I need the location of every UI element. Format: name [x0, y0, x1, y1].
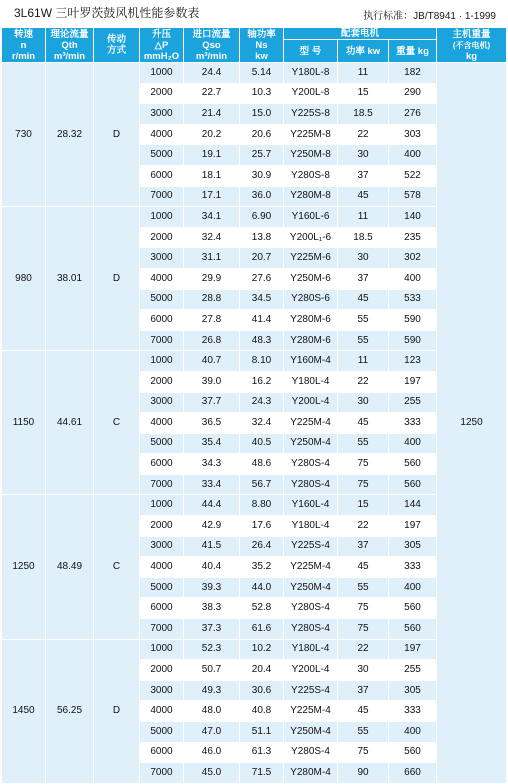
- motor-model-cell: Y280S-4: [284, 742, 338, 763]
- motor-weight-cell: 522: [389, 165, 437, 186]
- motor-model-cell: Y200L-4: [284, 660, 338, 681]
- motor-weight-cell: 560: [389, 454, 437, 475]
- inlet-flow-cell: 32.4: [184, 227, 240, 248]
- motor-model-cell: Y225M-6: [284, 248, 338, 269]
- motor-model-cell: Y225M-4: [284, 557, 338, 578]
- motor-power-cell: 45: [338, 289, 389, 310]
- drive-mode-cell: D: [94, 63, 140, 207]
- pressure-cell: 4000: [140, 268, 184, 289]
- pressure-cell: 4000: [140, 124, 184, 145]
- standard-reference: 执行标准：JB/T8941 · 1-1999: [363, 11, 496, 22]
- motor-model-cell: Y160L-4: [284, 495, 338, 516]
- motor-model-cell: Y200L₁-6: [284, 227, 338, 248]
- pressure-cell: 3000: [140, 680, 184, 701]
- motor-weight-cell: 400: [389, 268, 437, 289]
- shaft-power-cell: 20.6: [240, 124, 284, 145]
- pressure-cell: 7000: [140, 763, 184, 784]
- speed-cell: 1450: [2, 639, 46, 783]
- pressure-cell: 4000: [140, 557, 184, 578]
- pressure-cell: 2000: [140, 371, 184, 392]
- col-flow: 理论流量 Qth m³/min: [46, 28, 94, 63]
- motor-model-cell: Y280M-4: [284, 763, 338, 784]
- shaft-power-cell: 20.7: [240, 248, 284, 269]
- theoretical-flow-cell: 48.49: [46, 495, 94, 639]
- motor-power-cell: 30: [338, 392, 389, 413]
- shaft-power-cell: 5.14: [240, 63, 284, 84]
- inlet-flow-cell: 48.0: [184, 701, 240, 722]
- pressure-cell: 5000: [140, 433, 184, 454]
- motor-model-cell: Y250M-4: [284, 577, 338, 598]
- pressure-cell: 6000: [140, 454, 184, 475]
- pressure-cell: 7000: [140, 330, 184, 351]
- inlet-flow-cell: 34.3: [184, 454, 240, 475]
- motor-power-cell: 75: [338, 598, 389, 619]
- inlet-flow-cell: 29.9: [184, 268, 240, 289]
- pressure-cell: 2000: [140, 660, 184, 681]
- motor-weight-cell: 533: [389, 289, 437, 310]
- motor-weight-cell: 333: [389, 413, 437, 434]
- motor-power-cell: 22: [338, 639, 389, 660]
- inlet-flow-cell: 26.8: [184, 330, 240, 351]
- pressure-cell: 7000: [140, 186, 184, 207]
- shaft-power-cell: 71.5: [240, 763, 284, 784]
- shaft-power-cell: 61.6: [240, 619, 284, 640]
- motor-power-cell: 11: [338, 351, 389, 372]
- pressure-cell: 6000: [140, 598, 184, 619]
- shaft-power-cell: 48.3: [240, 330, 284, 351]
- shaft-power-cell: 26.4: [240, 536, 284, 557]
- motor-weight-cell: 400: [389, 433, 437, 454]
- motor-power-cell: 18.5: [338, 104, 389, 125]
- shaft-power-cell: 8.80: [240, 495, 284, 516]
- theoretical-flow-cell: 38.01: [46, 207, 94, 351]
- motor-power-cell: 15: [338, 83, 389, 104]
- shaft-power-cell: 16.2: [240, 371, 284, 392]
- motor-model-cell: Y180L-8: [284, 63, 338, 84]
- motor-model-cell: Y280M-8: [284, 186, 338, 207]
- shaft-power-cell: 8.10: [240, 351, 284, 372]
- motor-power-cell: 45: [338, 701, 389, 722]
- table-body: [2, 63, 507, 784]
- motor-model-cell: Y280S-4: [284, 598, 338, 619]
- inlet-flow-cell: 21.4: [184, 104, 240, 125]
- motor-power-cell: 75: [338, 474, 389, 495]
- motor-power-cell: 75: [338, 454, 389, 475]
- motor-model-cell: Y280S-4: [284, 619, 338, 640]
- motor-power-cell: 55: [338, 433, 389, 454]
- motor-weight-cell: 197: [389, 371, 437, 392]
- inlet-flow-cell: 31.1: [184, 248, 240, 269]
- pressure-cell: 3000: [140, 392, 184, 413]
- motor-model-cell: Y280S-6: [284, 289, 338, 310]
- motor-power-cell: 90: [338, 763, 389, 784]
- inlet-flow-cell: 41.5: [184, 536, 240, 557]
- table-row: [2, 351, 507, 372]
- motor-weight-cell: 400: [389, 145, 437, 166]
- motor-power-cell: 11: [338, 207, 389, 228]
- inlet-flow-cell: 19.1: [184, 145, 240, 166]
- inlet-flow-cell: 38.3: [184, 598, 240, 619]
- speed-cell: 980: [2, 207, 46, 351]
- motor-power-cell: 37: [338, 268, 389, 289]
- motor-weight-cell: 197: [389, 516, 437, 537]
- shaft-power-cell: 30.6: [240, 680, 284, 701]
- col-pressure: 升压 △P mmH₂O: [140, 28, 184, 63]
- motor-weight-cell: 333: [389, 701, 437, 722]
- pressure-cell: 5000: [140, 145, 184, 166]
- pressure-cell: 3000: [140, 248, 184, 269]
- inlet-flow-cell: 27.8: [184, 310, 240, 331]
- inlet-flow-cell: 46.0: [184, 742, 240, 763]
- shaft-power-cell: 41.4: [240, 310, 284, 331]
- inlet-flow-cell: 47.0: [184, 722, 240, 743]
- col-motor-group: 配套电机: [284, 28, 437, 40]
- pressure-cell: 1000: [140, 495, 184, 516]
- inlet-flow-cell: 34.1: [184, 207, 240, 228]
- shaft-power-cell: 34.5: [240, 289, 284, 310]
- motor-weight-cell: 182: [389, 63, 437, 84]
- shaft-power-cell: 36.0: [240, 186, 284, 207]
- pressure-cell: 1000: [140, 63, 184, 84]
- pressure-cell: 3000: [140, 536, 184, 557]
- col-model: 型 号: [284, 40, 338, 63]
- theoretical-flow-cell: 28.32: [46, 63, 94, 207]
- motor-weight-cell: 660: [389, 763, 437, 784]
- motor-weight-cell: 560: [389, 598, 437, 619]
- motor-power-cell: 45: [338, 413, 389, 434]
- motor-model-cell: Y280M-6: [284, 310, 338, 331]
- drive-mode-cell: C: [94, 495, 140, 639]
- drive-mode-cell: C: [94, 351, 140, 495]
- motor-model-cell: Y225M-8: [284, 124, 338, 145]
- inlet-flow-cell: 22.7: [184, 83, 240, 104]
- shaft-power-cell: 61.3: [240, 742, 284, 763]
- pressure-cell: 6000: [140, 165, 184, 186]
- shaft-power-cell: 35.2: [240, 557, 284, 578]
- pressure-cell: 2000: [140, 227, 184, 248]
- motor-model-cell: Y160L-6: [284, 207, 338, 228]
- inlet-flow-cell: 18.1: [184, 165, 240, 186]
- motor-power-cell: 22: [338, 124, 389, 145]
- inlet-flow-cell: 40.7: [184, 351, 240, 372]
- col-power: 功率 kw: [338, 40, 389, 63]
- motor-power-cell: 37: [338, 165, 389, 186]
- shaft-power-cell: 48.6: [240, 454, 284, 475]
- motor-power-cell: 15: [338, 495, 389, 516]
- motor-power-cell: 55: [338, 310, 389, 331]
- motor-power-cell: 45: [338, 186, 389, 207]
- motor-weight-cell: 400: [389, 722, 437, 743]
- shaft-power-cell: 40.8: [240, 701, 284, 722]
- inlet-flow-cell: 20.2: [184, 124, 240, 145]
- speed-cell: 730: [2, 63, 46, 207]
- motor-model-cell: Y180L-4: [284, 516, 338, 537]
- table-row: [2, 639, 507, 660]
- shaft-power-cell: 24.3: [240, 392, 284, 413]
- motor-weight-cell: 276: [389, 104, 437, 125]
- motor-weight-cell: 560: [389, 742, 437, 763]
- motor-model-cell: Y280S-4: [284, 474, 338, 495]
- motor-weight-cell: 255: [389, 392, 437, 413]
- inlet-flow-cell: 39.3: [184, 577, 240, 598]
- motor-power-cell: 30: [338, 248, 389, 269]
- pressure-cell: 6000: [140, 310, 184, 331]
- motor-model-cell: Y225S-4: [284, 680, 338, 701]
- motor-weight-cell: 578: [389, 186, 437, 207]
- inlet-flow-cell: 49.3: [184, 680, 240, 701]
- motor-weight-cell: 305: [389, 536, 437, 557]
- motor-power-cell: 75: [338, 742, 389, 763]
- inlet-flow-cell: 35.4: [184, 433, 240, 454]
- motor-model-cell: Y280M-6: [284, 330, 338, 351]
- pressure-cell: 1000: [140, 639, 184, 660]
- inlet-flow-cell: 24.4: [184, 63, 240, 84]
- motor-model-cell: Y225M-4: [284, 413, 338, 434]
- shaft-power-cell: 15.0: [240, 104, 284, 125]
- motor-weight-cell: 290: [389, 83, 437, 104]
- motor-model-cell: Y200L-4: [284, 392, 338, 413]
- motor-model-cell: Y250M-8: [284, 145, 338, 166]
- motor-weight-cell: 560: [389, 474, 437, 495]
- inlet-flow-cell: 36.5: [184, 413, 240, 434]
- shaft-power-cell: 6.90: [240, 207, 284, 228]
- pressure-cell: 2000: [140, 516, 184, 537]
- inlet-flow-cell: 37.3: [184, 619, 240, 640]
- col-inlet-flow: 进口流量 Qso m³/min: [184, 28, 240, 63]
- pressure-cell: 4000: [140, 701, 184, 722]
- pressure-cell: 5000: [140, 722, 184, 743]
- motor-power-cell: 55: [338, 577, 389, 598]
- shaft-power-cell: 10.3: [240, 83, 284, 104]
- inlet-flow-cell: 39.0: [184, 371, 240, 392]
- motor-power-cell: 18.5: [338, 227, 389, 248]
- motor-weight-cell: 140: [389, 207, 437, 228]
- motor-model-cell: Y250M-6: [284, 268, 338, 289]
- shaft-power-cell: 32.4: [240, 413, 284, 434]
- motor-weight-cell: 400: [389, 577, 437, 598]
- motor-weight-cell: 305: [389, 680, 437, 701]
- drive-mode-cell: D: [94, 207, 140, 351]
- pressure-cell: 5000: [140, 289, 184, 310]
- shaft-power-cell: 52.8: [240, 598, 284, 619]
- motor-model-cell: Y225S-8: [284, 104, 338, 125]
- table-row: [2, 207, 507, 228]
- inlet-flow-cell: 33.4: [184, 474, 240, 495]
- motor-weight-cell: 302: [389, 248, 437, 269]
- motor-model-cell: Y225M-4: [284, 701, 338, 722]
- motor-power-cell: 30: [338, 660, 389, 681]
- performance-table: [1, 27, 507, 784]
- main-weight-cell: 1250: [437, 63, 507, 784]
- pressure-cell: 5000: [140, 577, 184, 598]
- col-shaft-power: 轴功率 Ns kw: [240, 28, 284, 63]
- shaft-power-cell: 27.6: [240, 268, 284, 289]
- table-header: [2, 28, 507, 63]
- motor-model-cell: Y200L-8: [284, 83, 338, 104]
- motor-power-cell: 45: [338, 557, 389, 578]
- motor-power-cell: 55: [338, 330, 389, 351]
- table-title: 3L61W 三叶罗茨鼓风机性能参数表: [14, 6, 200, 20]
- theoretical-flow-cell: 44.61: [46, 351, 94, 495]
- shaft-power-cell: 25.7: [240, 145, 284, 166]
- drive-mode-cell: D: [94, 639, 140, 783]
- shaft-power-cell: 30.9: [240, 165, 284, 186]
- motor-power-cell: 75: [338, 619, 389, 640]
- motor-model-cell: Y160M-4: [284, 351, 338, 372]
- motor-power-cell: 22: [338, 371, 389, 392]
- col-speed: 转速 n r/min: [2, 28, 46, 63]
- motor-model-cell: Y280S-8: [284, 165, 338, 186]
- pressure-cell: 3000: [140, 104, 184, 125]
- pressure-cell: 2000: [140, 83, 184, 104]
- motor-model-cell: Y180L-4: [284, 371, 338, 392]
- motor-power-cell: 55: [338, 722, 389, 743]
- shaft-power-cell: 40.5: [240, 433, 284, 454]
- motor-power-cell: 30: [338, 145, 389, 166]
- shaft-power-cell: 20.4: [240, 660, 284, 681]
- shaft-power-cell: 51.1: [240, 722, 284, 743]
- motor-power-cell: 37: [338, 680, 389, 701]
- motor-weight-cell: 255: [389, 660, 437, 681]
- motor-power-cell: 22: [338, 516, 389, 537]
- shaft-power-cell: 17.6: [240, 516, 284, 537]
- pressure-cell: 6000: [140, 742, 184, 763]
- shaft-power-cell: 13.8: [240, 227, 284, 248]
- motor-weight-cell: 590: [389, 310, 437, 331]
- col-main-weight: 主机重量 (不含电机) kg: [437, 28, 507, 63]
- theoretical-flow-cell: 56.25: [46, 639, 94, 783]
- motor-weight-cell: 590: [389, 330, 437, 351]
- motor-weight-cell: 560: [389, 619, 437, 640]
- col-drive: 传动 方式: [94, 28, 140, 63]
- motor-model-cell: Y225S-4: [284, 536, 338, 557]
- shaft-power-cell: 10.2: [240, 639, 284, 660]
- pressure-cell: 4000: [140, 413, 184, 434]
- inlet-flow-cell: 44.4: [184, 495, 240, 516]
- motor-model-cell: Y180L-4: [284, 639, 338, 660]
- motor-weight-cell: 197: [389, 639, 437, 660]
- inlet-flow-cell: 42.9: [184, 516, 240, 537]
- motor-weight-cell: 333: [389, 557, 437, 578]
- shaft-power-cell: 56.7: [240, 474, 284, 495]
- motor-power-cell: 37: [338, 536, 389, 557]
- inlet-flow-cell: 37.7: [184, 392, 240, 413]
- inlet-flow-cell: 17.1: [184, 186, 240, 207]
- inlet-flow-cell: 40.4: [184, 557, 240, 578]
- pressure-cell: 1000: [140, 351, 184, 372]
- motor-model-cell: Y280S-4: [284, 454, 338, 475]
- motor-weight-cell: 303: [389, 124, 437, 145]
- col-weight: 重量 kg: [389, 40, 437, 63]
- pressure-cell: 1000: [140, 207, 184, 228]
- pressure-cell: 7000: [140, 474, 184, 495]
- inlet-flow-cell: 50.7: [184, 660, 240, 681]
- motor-power-cell: 11: [338, 63, 389, 84]
- shaft-power-cell: 44.0: [240, 577, 284, 598]
- inlet-flow-cell: 52.3: [184, 639, 240, 660]
- motor-weight-cell: 144: [389, 495, 437, 516]
- table-row: [2, 495, 507, 516]
- inlet-flow-cell: 28.8: [184, 289, 240, 310]
- table-row: [2, 63, 507, 84]
- pressure-cell: 7000: [140, 619, 184, 640]
- speed-cell: 1250: [2, 495, 46, 639]
- speed-cell: 1150: [2, 351, 46, 495]
- motor-weight-cell: 123: [389, 351, 437, 372]
- motor-model-cell: Y250M-4: [284, 722, 338, 743]
- motor-model-cell: Y250M-4: [284, 433, 338, 454]
- motor-weight-cell: 235: [389, 227, 437, 248]
- inlet-flow-cell: 45.0: [184, 763, 240, 784]
